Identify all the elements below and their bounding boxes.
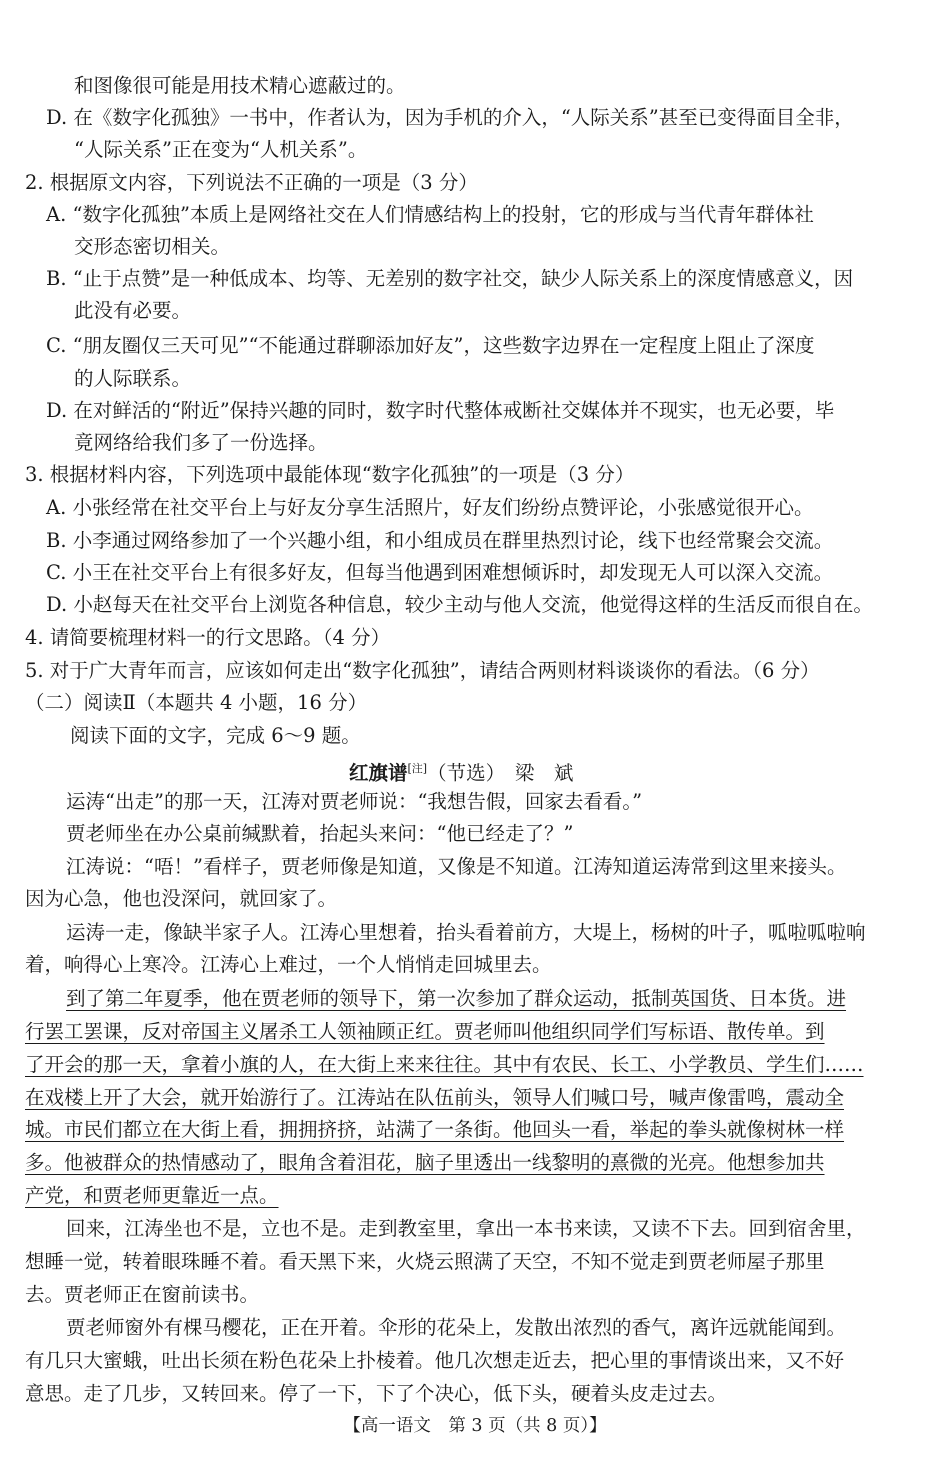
paragraph-6-line1: 回来，江涛坐也不是，立也不是。走到教室里，拿出一本书来读，又读不下去。回到宿舍里， — [66, 1217, 866, 1240]
story-title-note: [注] — [407, 762, 428, 775]
q2-option-b-line1: B. “止于点赞”是一种低成本、均等、无差别的数字社交，缺少人际关系上的深度情感意义，因 — [46, 267, 854, 290]
q3-option-d: D. 小赵每天在社交平台上浏览各种信息，较少主动与他人交流，他觉得这样的生活反而很自在。 — [46, 593, 873, 616]
q2-option-a-line2: 交形态密切相关。 — [74, 235, 231, 258]
paragraph-7-line2: 有几只大蜜蛾，吐出长须在粉色花朵上扑棱着。他几次想走近去，把心里的事情谈出来，又不好 — [25, 1349, 845, 1372]
underlined-paragraph-line1: 到了第二年夏季，他在贾老师的领导下，第一次参加了群众运动，抵制英国货、日本货。进 — [66, 987, 847, 1010]
paragraph-7-line3: 意思。走了几步，又转回来。停了一下，下了个决心，低下头，硬着头皮走过去。 — [25, 1382, 728, 1405]
paragraph-6-line3: 去。贾老师正在窗前读书。 — [25, 1283, 260, 1306]
story-title-line — [349, 756, 573, 787]
paragraph-1: 运涛“出走”的那一天，江涛对贾老师说：“我想告假，回家去看看。” — [66, 790, 643, 813]
paragraph-4-line1: 运涛一走，像缺半家子人。江涛心里想着，抬头看着前方，大堤上，杨树的叶子，呱啦呱啦响 — [66, 921, 866, 944]
question-2-stem: 2. 根据原文内容，下列说法不正确的一项是（3 分） — [25, 171, 478, 194]
q2-option-b-line2: 此没有必要。 — [74, 299, 192, 322]
paragraph-7-line1: 贾老师窗外有棵马樱花，正在开着。伞形的花朵上，发散出浓烈的香气，离许远就能闻到。 — [66, 1316, 847, 1339]
paragraph-3-line2: 因为心急，他也没深问，就回家了。 — [25, 887, 338, 910]
question-3-stem: 3. 根据材料内容，下列选项中最能体现“数字化孤独”的一项是（3 分） — [25, 463, 635, 486]
paragraph-6-line2: 想睡一觉，转着眼珠睡不着。看天黑下来，火烧云照满了天空，不知不觉走到贾老师屋子那里 — [25, 1250, 825, 1273]
underlined-paragraph-line6: 多。他被群众的热情感动了，眼角含着泪花，脑子里透出一线黎明的熹微的光亮。他想参加共 — [25, 1151, 825, 1174]
underlined-paragraph-line7: 产党，和贾老师更靠近一点。 — [25, 1184, 279, 1207]
q2-option-a-line1: A. “数字化孤独”本质上是网络社交在人们情感结构上的投射，它的形成与当代青年群体社 — [46, 203, 814, 226]
question-5: 5. 对于广大青年而言，应该如何走出“数字化孤独”，请结合两则材料谈谈你的看法。（6 分） — [25, 659, 820, 682]
underlined-paragraph-line2: 行罢工罢课，反对帝国主义屠杀工人领袖顾正红。贾老师叫他组织同学们写标语、散传单。到 — [25, 1020, 825, 1043]
story-subtitle: （节选） 梁 斌 — [427, 761, 574, 785]
section-heading: （二）阅读Ⅱ（本题共 4 小题，16 分） — [25, 691, 368, 714]
q2-option-d-line2: 竟网络给我们多了一份选择。 — [74, 431, 328, 454]
q2-option-d-line1: D. 在对鲜活的“附近”保持兴趣的同时，数字时代整体戒断社交媒体并不现实，也无必要，毕 — [46, 399, 835, 422]
underlined-paragraph-line5: 城。市民们都立在大街上看，拥拥挤挤，站满了一条街。他回头一看，举起的拳头就像树林一样 — [25, 1118, 845, 1141]
story-title: 红旗谱 — [349, 761, 408, 785]
underlined-paragraph-line3: 了开会的那一天，拿着小旗的人，在大街上来来往往。其中有农民、长工、小学教员、学生们…… — [25, 1053, 864, 1076]
paragraph-3-line1: 江涛说：“唔！”看样子，贾老师像是知道，又像是不知道。江涛知道运涛常到这里来接头。 — [66, 855, 847, 878]
page-footer: 【高一语文 第 3 页（共 8 页）】 — [343, 1416, 607, 1436]
q2-option-c-line2: 的人际联系。 — [74, 367, 192, 390]
q1-option-d-line2: “人际关系”正在变为“人机关系”。 — [74, 138, 368, 161]
q1-option-c-tail: 和图像很可能是用技术精心遮蔽过的。 — [74, 74, 406, 97]
underlined-paragraph-line4: 在戏楼上开了大会，就开始游行了。江涛站在队伍前头，领导人们喊口号，喊声像雷鸣，震动全 — [25, 1086, 845, 1109]
section-instruction: 阅读下面的文字，完成 6～9 题。 — [70, 724, 361, 747]
question-4: 4. 请简要梳理材料一的行文思路。（4 分） — [25, 626, 391, 649]
q2-option-c-line1: C. “朋友圈仅三天可见”“不能通过群聊添加好友”，这些数字边界在一定程度上阻止了深度 — [46, 334, 815, 357]
q1-option-d-line1: D. 在《数字化孤独》一书中，作者认为，因为手机的介入，“人际关系”甚至已变得面目全非， — [46, 106, 854, 129]
q3-option-a: A. 小张经常在社交平台上与好友分享生活照片，好友们纷纷点赞评论，小张感觉很开心。 — [46, 496, 814, 519]
q3-option-c: C. 小王在社交平台上有很多好友，但每当他遇到困难想倾诉时，却发现无人可以深入交流。 — [46, 561, 834, 584]
paragraph-2: 贾老师坐在办公桌前缄默着，抬起头来问：“他已经走了？” — [66, 822, 574, 845]
paragraph-4-line2: 着，响得心上寒冷。江涛心上难过，一个人悄悄走回城里去。 — [25, 953, 552, 976]
q3-option-b: B. 小李通过网络参加了一个兴趣小组，和小组成员在群里热烈讨论，线下也经常聚会交流。 — [46, 529, 834, 552]
